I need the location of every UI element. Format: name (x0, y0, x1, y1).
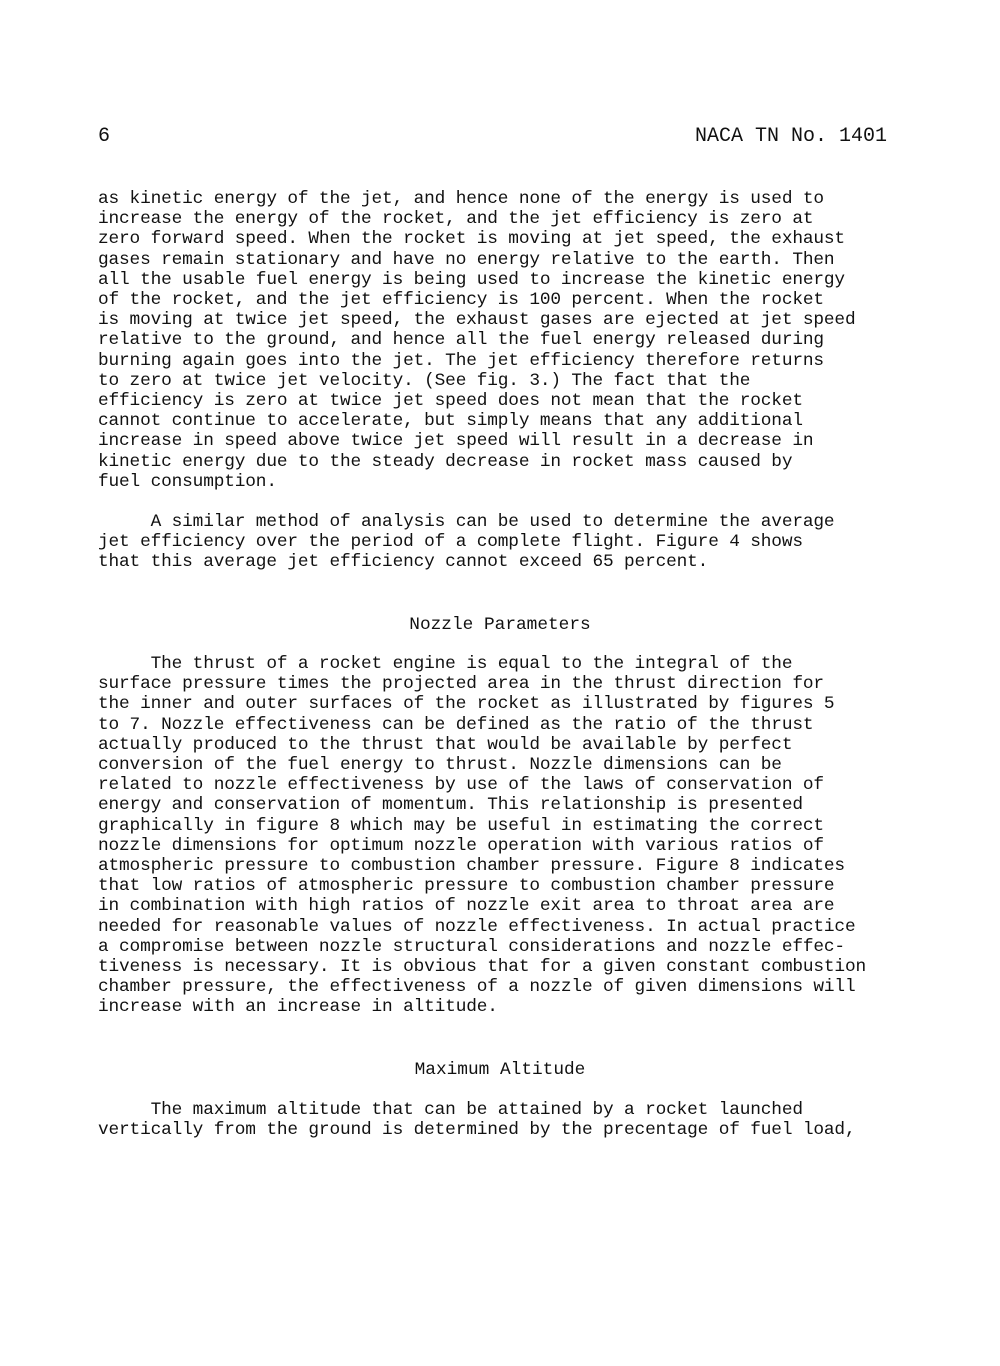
document-id: NACA TN No. 1401 (695, 125, 888, 148)
paragraph-jet-efficiency: as kinetic energy of the jet, and hence none of the energy is used to increase the energy of the rocket, and the jet efficiency is zero at zero forward speed. When the rocket is moving at jet speed, the exhaust gases remain stationary and have no energy relative to the earth. Then all the usable fuel energy is being used to increase the kinetic energy of the rocket, and the jet efficiency is 100 percent. When the rocket is moving at twice jet speed, the exhaust gases are ejected at jet speed relative to the ground, and hence all the fuel energy released during burning again goes into the jet. The jet efficiency therefore returns to zero at twice jet velocity. (See fig. 3.) The fact that the efficiency is zero at twice jet speed does not mean that the rocket cannot continue to accelerate, but simply means that any additional increase in speed above twice jet speed will result in a decrease in kinetic energy due to the steady decrease in rocket mass caused by fuel consumption. (98, 189, 856, 492)
section-heading-nozzle-parameters: Nozzle Parameters (409, 615, 591, 635)
page-number: 6 (98, 125, 111, 148)
section-heading-maximum-altitude: Maximum Altitude (414, 1060, 586, 1080)
paragraph-nozzle-parameters: The thrust of a rocket engine is equal to the integral of the surface pressure times the projected area in the thrust direction for the inner and outer surfaces of the rocket as illustrated by figures 5 to 7. Nozzle effectiveness can be defined as the ratio of the thrust actually produced to the thrust that would be available by perfect conversion of the fuel energy to thrust. Nozzle dimensions can be related to nozzle effectiveness by use of the laws of conservation of energy and conservation of momentum. This relationship is presented graphically in figure 8 which may be useful in estimating the correct nozzle dimensions for optimum nozzle operation with various ratios of atmospheric pressure to combustion chamber pressure. Figure 8 indicates that low ratios of atmospheric pressure to combustion chamber pressure in combination with high ratios of nozzle exit area to throat area are needed for reasonable values of nozzle effectiveness. In actual practice a compromise between nozzle structural considerations and nozzle effec- tiveness is necessary. It is obvious that for a given constant combustion chamber pressure, the effectiveness of a nozzle of given dimensions will increase with an increase in altitude. (98, 654, 866, 1018)
paragraph-maximum-altitude: The maximum altitude that can be attained by a rocket launched vertically from the ground is determined by the precentage of fuel load, (98, 1100, 856, 1141)
paragraph-average-efficiency: A similar method of analysis can be used to determine the average jet efficiency over the period of a complete flight. Figure 4 shows that this average jet efficiency cannot exceed 65 percent. (98, 512, 835, 573)
